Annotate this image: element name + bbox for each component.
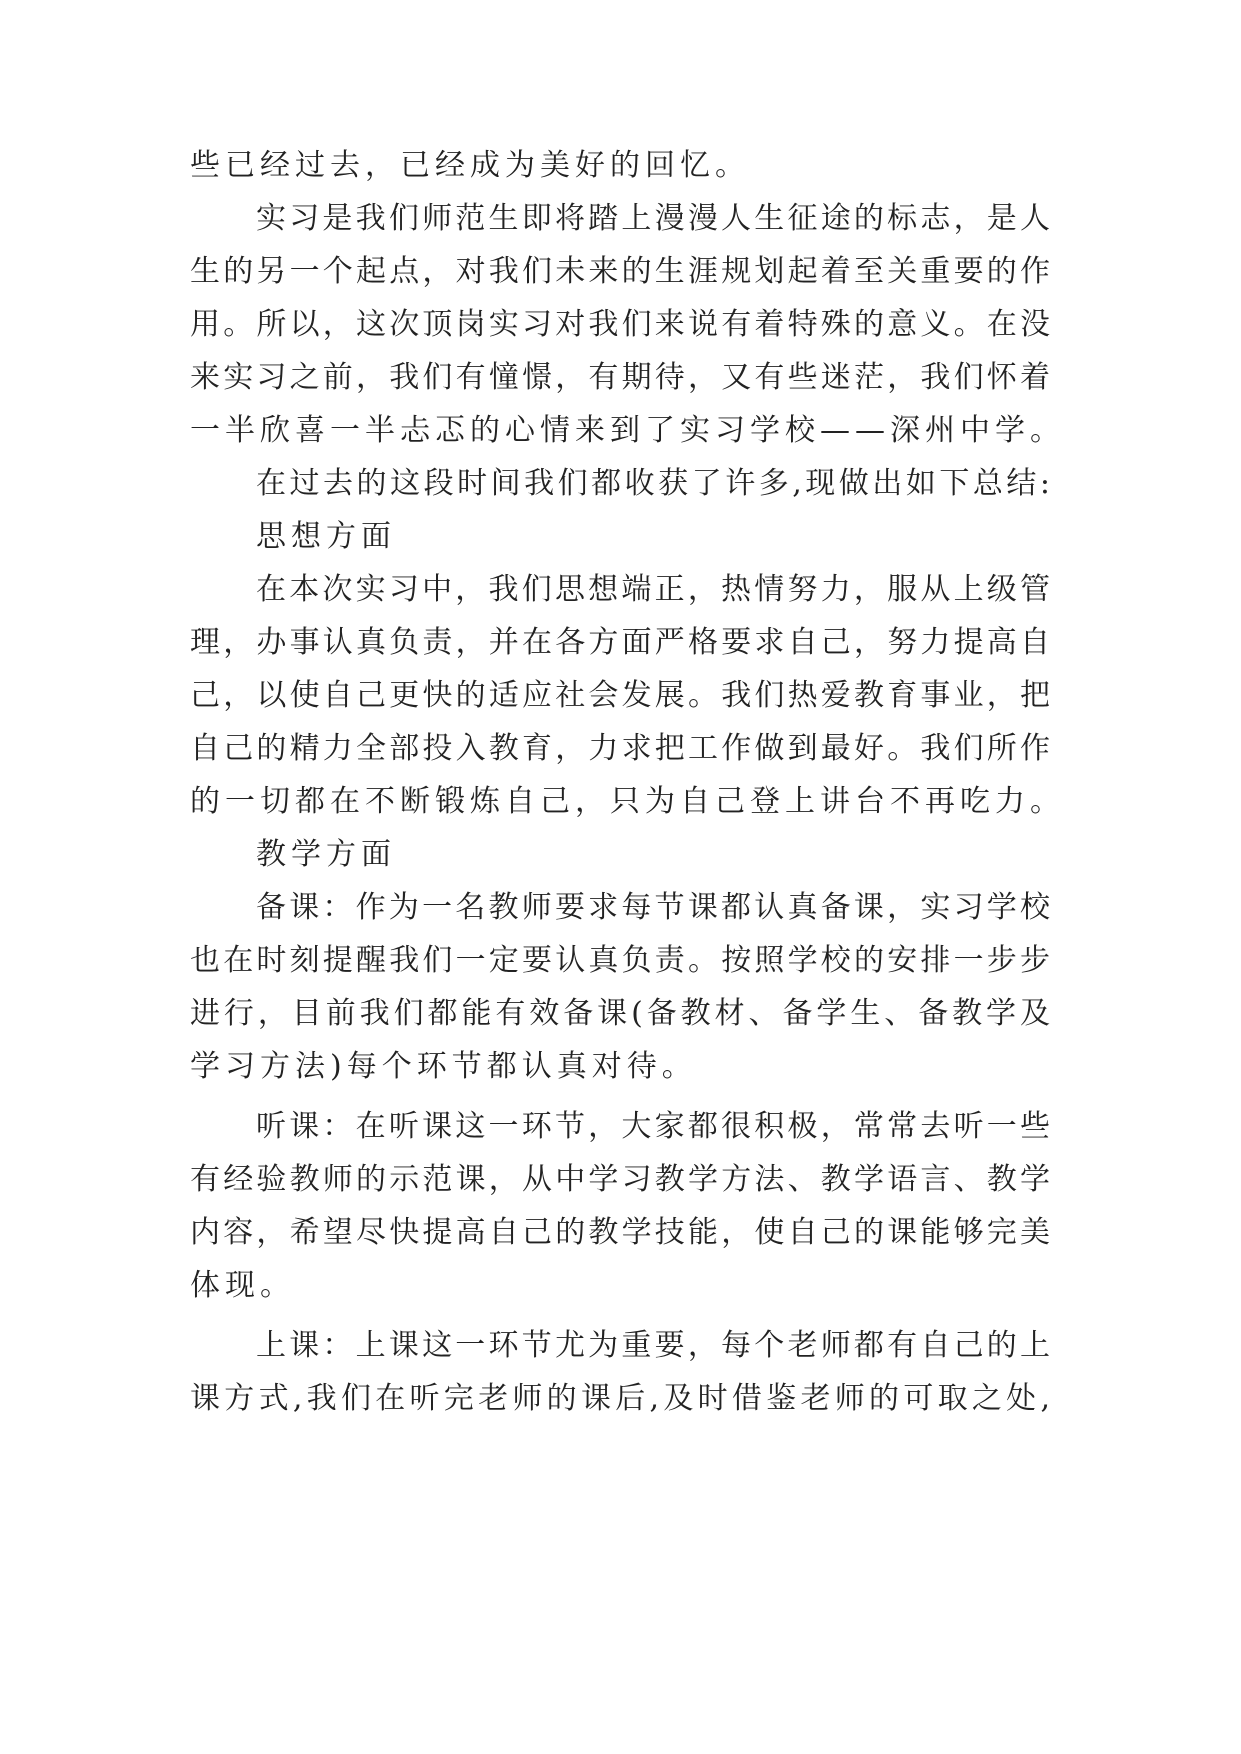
text-line: 在过去的这段时间我们都收获了许多,现做出如下总结: xyxy=(256,466,1050,501)
text-line: 上课：上课这一环节尤为重要，每个老师都有自己的上 xyxy=(256,1328,1050,1363)
text-line: 理，办事认真负责，并在各方面严格要求自己，努力提高自 xyxy=(190,625,1050,660)
text-line: 进行，目前我们都能有效备课(备教材、备学生、备教学及 xyxy=(190,996,1050,1031)
text-line: 的一切都在不断锻炼自己，只为自己登上讲台不再吃力。 xyxy=(190,784,1065,819)
text-line: 内容，希望尽快提高自己的教学技能，使自己的课能够完美 xyxy=(190,1215,1050,1250)
text-line: 课方式,我们在听完老师的课后,及时借鉴老师的可取之处, xyxy=(190,1381,1050,1416)
text-line: 备课：作为一名教师要求每节课都认真备课，实习学校 xyxy=(256,890,1050,925)
text-line: 来实习之前，我们有憧憬，有期待，又有些迷茫，我们怀着 xyxy=(190,360,1050,395)
text-line: 己，以使自己更快的适应社会发展。我们热爱教育事业，把 xyxy=(190,678,1050,713)
text-line: 学习方法)每个环节都认真对待。 xyxy=(190,1049,697,1084)
text-line: 用。所以，这次顶岗实习对我们来说有着特殊的意义。在没 xyxy=(190,307,1050,342)
text-line: 在本次实习中，我们思想端正，热情努力，服从上级管 xyxy=(256,572,1050,607)
text-line: 些已经过去，已经成为美好的回忆。 xyxy=(190,148,750,183)
text-line: 自己的精力全部投入教育，力求把工作做到最好。我们所作 xyxy=(190,731,1050,766)
text-line: 生的另一个起点，对我们未来的生涯规划起着至关重要的作 xyxy=(190,254,1050,289)
text-line: 有经验教师的示范课，从中学习教学方法、教学语言、教学 xyxy=(190,1162,1050,1197)
text-line: 一半欣喜一半忐忑的心情来到了实习学校——深州中学。 xyxy=(190,413,1065,448)
text-line: 实习是我们师范生即将踏上漫漫人生征途的标志，是人 xyxy=(256,201,1050,236)
section-heading: 思想方面 xyxy=(256,519,396,554)
text-line: 也在时刻提醒我们一定要认真负责。按照学校的安排一步步 xyxy=(190,943,1050,978)
section-heading: 教学方面 xyxy=(256,837,396,872)
text-line: 听课：在听课这一环节，大家都很积极，常常去听一些 xyxy=(256,1109,1050,1144)
text-line: 体现。 xyxy=(190,1268,295,1303)
